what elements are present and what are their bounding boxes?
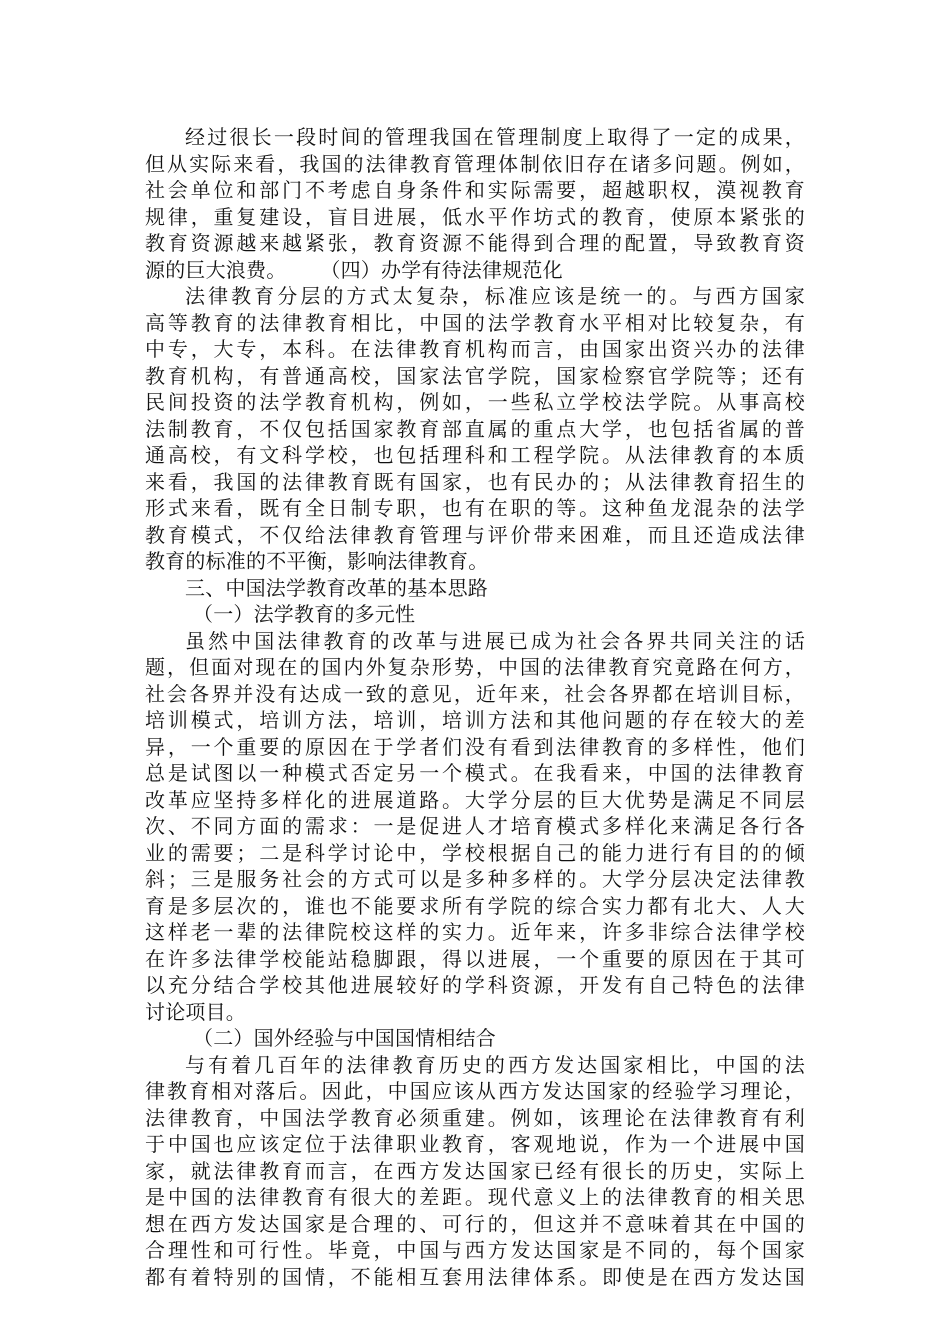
text-line: 合理性和可行性。毕竟，中国与西方发达国家是不同的，每个国家 xyxy=(145,1238,805,1262)
text-line xyxy=(145,257,805,284)
text-line: 经过很长一段时间的管理我国在管理制度上取得了一定的成果， xyxy=(185,125,805,149)
text-line: 教育的标准的不平衡，影响法律教育。 xyxy=(145,549,489,573)
text-line: 规律，重复建设，盲目进展，低水平作坊式的教育，使原本紧张的 xyxy=(145,204,805,229)
section-heading-4: （四）办学有待法律规范化 xyxy=(320,257,563,282)
subsection-heading-2: （二）国外经验与中国国情相结合 xyxy=(193,1026,496,1050)
text-line: 社会各界并没有达成一致的意见，近年来，社会各界都在培训目标， xyxy=(145,681,805,706)
text-line: 培训模式，培训方法，培训，培训方法和其他问题的存在较大的差 xyxy=(145,708,805,732)
text-line: 这样老一辈的法律院校这样的实力。近年来，许多非综合法律学校 xyxy=(145,920,805,944)
text-line: 题，但面对现在的国内外复杂形势，中国的法律教育究竟路在何方， xyxy=(145,655,805,679)
text-line: 虽然中国法律教育的改革与进展已成为社会各界共同关注的话 xyxy=(185,628,805,653)
text-line: 通高校，有文科学校，也包括理科和工程学院。从法律教育的本质 xyxy=(145,443,805,467)
text-line: 改革应坚持多样化的进展道路。大学分层的巨大优势是满足不同层 xyxy=(145,787,805,812)
text-line: 家，就法律教育而言，在西方发达国家已经有很长的历史，实际上 xyxy=(145,1158,805,1183)
text-line: 斜；三是服务社会的方式可以是多种多样的。大学分层决定法律教 xyxy=(145,867,805,891)
text-line: 与有着几百年的法律教育历史的西方发达国家相比，中国的法 xyxy=(185,1052,805,1077)
text-line: 形式来看，既有全日制专职，也有在职的等。这种鱼龙混杂的法学 xyxy=(145,496,805,520)
paragraph-end-text: 源的巨大浪费。 xyxy=(145,257,287,282)
text-line: 法制教育，不仅包括国家教育部直属的重点大学，也包括省属的普 xyxy=(145,416,805,441)
text-line: 异，一个重要的原因在于学者们没有看到法律教育的多样性，他们 xyxy=(145,734,805,759)
text-line: 教育资源越来越紧张，教育资源不能得到合理的配置，导致教育资 xyxy=(145,231,805,255)
text-line: 法律教育，中国法学教育必须重建。例如，该理论在法律教育有利 xyxy=(145,1105,805,1130)
section-heading-3: 三、中国法学教育改革的基本思路 xyxy=(185,575,488,600)
text-line: 民间投资的法学教育机构，例如，一些私立学校法学院。从事高校 xyxy=(145,390,805,414)
text-line: 于中国也应该定位于法律职业教育，客观地说，作为一个进展中国 xyxy=(145,1132,805,1156)
text-line: 律教育相对落后。因此，中国应该从西方发达国家的经验学习理论， xyxy=(145,1079,805,1103)
text-line: 次、不同方面的需求：一是促进人才培育模式多样化来满足各行各 xyxy=(145,814,805,838)
text-line: 法律教育分层的方式太复杂，标准应该是统一的。与西方国家 xyxy=(185,284,805,308)
text-line: 高等教育的法律教育相比，中国的法学教育水平相对比较复杂，有 xyxy=(145,310,805,335)
text-line: 讨论项目。 xyxy=(145,999,246,1024)
text-line: 在许多法律学校能站稳脚跟，得以进展，一个重要的原因在于其可 xyxy=(145,946,805,971)
text-line: 中专，大专，本科。在法律教育机构而言，由国家出资兴办的法律 xyxy=(145,337,805,361)
text-line: 总是试图以一种模式否定另一个模式。在我看来，中国的法律教育 xyxy=(145,761,805,785)
document-page xyxy=(145,124,805,1290)
text-line: 来看，我国的法律教育既有国家，也有民办的；从法律教育招生的 xyxy=(145,469,805,494)
subsection-heading-1: （一）法学教育的多元性 xyxy=(193,602,416,626)
text-line: 育是多层次的，谁也不能要求所有学院的综合实力都有北大、人大 xyxy=(145,893,805,918)
text-line: 社会单位和部门不考虑自身条件和实际需要，超越职权，漠视教育 xyxy=(145,178,805,202)
text-line: 但从实际来看，我国的法律教育管理体制依旧存在诸多问题。例如， xyxy=(145,151,805,176)
text-line: 业的需要；二是科学讨论中，学校根据自己的能力进行有目的的倾 xyxy=(145,840,805,865)
text-line: 是中国的法律教育有很大的差距。现代意义上的法律教育的相关思 xyxy=(145,1185,805,1209)
text-line: 以充分结合学校其他进展较好的学科资源，开发有自己特色的法律 xyxy=(145,973,805,997)
text-line: 教育机构，有普通高校，国家法官学院，国家检察官学院等；还有 xyxy=(145,363,805,388)
text-line: 教育模式，不仅给法律教育管理与评价带来困难，而且还造成法律 xyxy=(145,522,805,547)
text-line: 都有着特别的国情，不能相互套用法律体系。即使是在西方发达国 xyxy=(145,1264,805,1289)
text-line: 想在西方发达国家是合理的、可行的，但这并不意味着其在中国的 xyxy=(145,1211,805,1236)
